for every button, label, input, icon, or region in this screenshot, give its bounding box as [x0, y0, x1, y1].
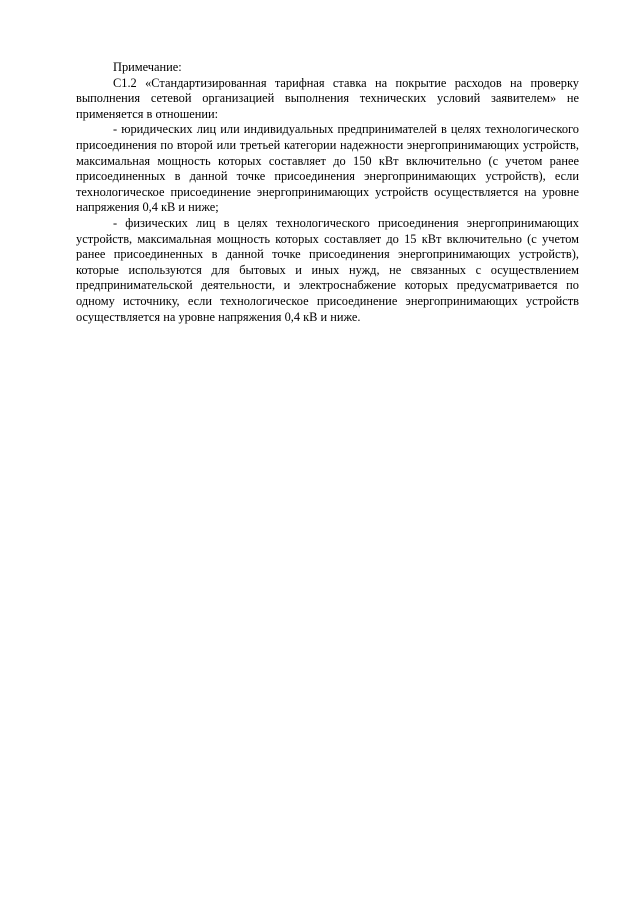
note-text-block	[76, 60, 579, 325]
note-paragraph-individuals: - физических лиц в целях технологического присоединения энергопринимающих устройств, максимальная мощность которых составляет до 15 кВт включительно (с учетом ранее присоединенных в данной точке присоединения энергопринимающих устройств), которые используются для бытовых и иных нужд, не связанных с осуществлением предпринимательской деятельности, и электроснабжение которых предусматривается по одному источнику, если технологическое присоединение энергопринимающих устройств осуществляется на уровне напряжения 0,4 кВ и ниже.	[76, 215, 579, 324]
note-paragraph-legal-entities: - юридических лиц или индивидуальных предпринимателей в целях технологического присоединения по второй или третьей категории надежности энергопринимающих устройств, максимальная мощность которых составляет до 150 кВт включительно (с учетом ранее присоединенных в данной точке присоединения энергопринимающих устройств), если технологическое присоединение энергопринимающих устройств осуществляется на уровне напряжения 0,4 кВ и ниже;	[76, 122, 579, 215]
note-paragraph-tariff: С1.2 «Стандартизированная тарифная ставка на покрытие расходов на проверку выполнения сетевой организацией выполнения технических условий заявителем» не применяется в отношении:	[76, 75, 579, 121]
note-heading: Примечание:	[113, 60, 182, 74]
